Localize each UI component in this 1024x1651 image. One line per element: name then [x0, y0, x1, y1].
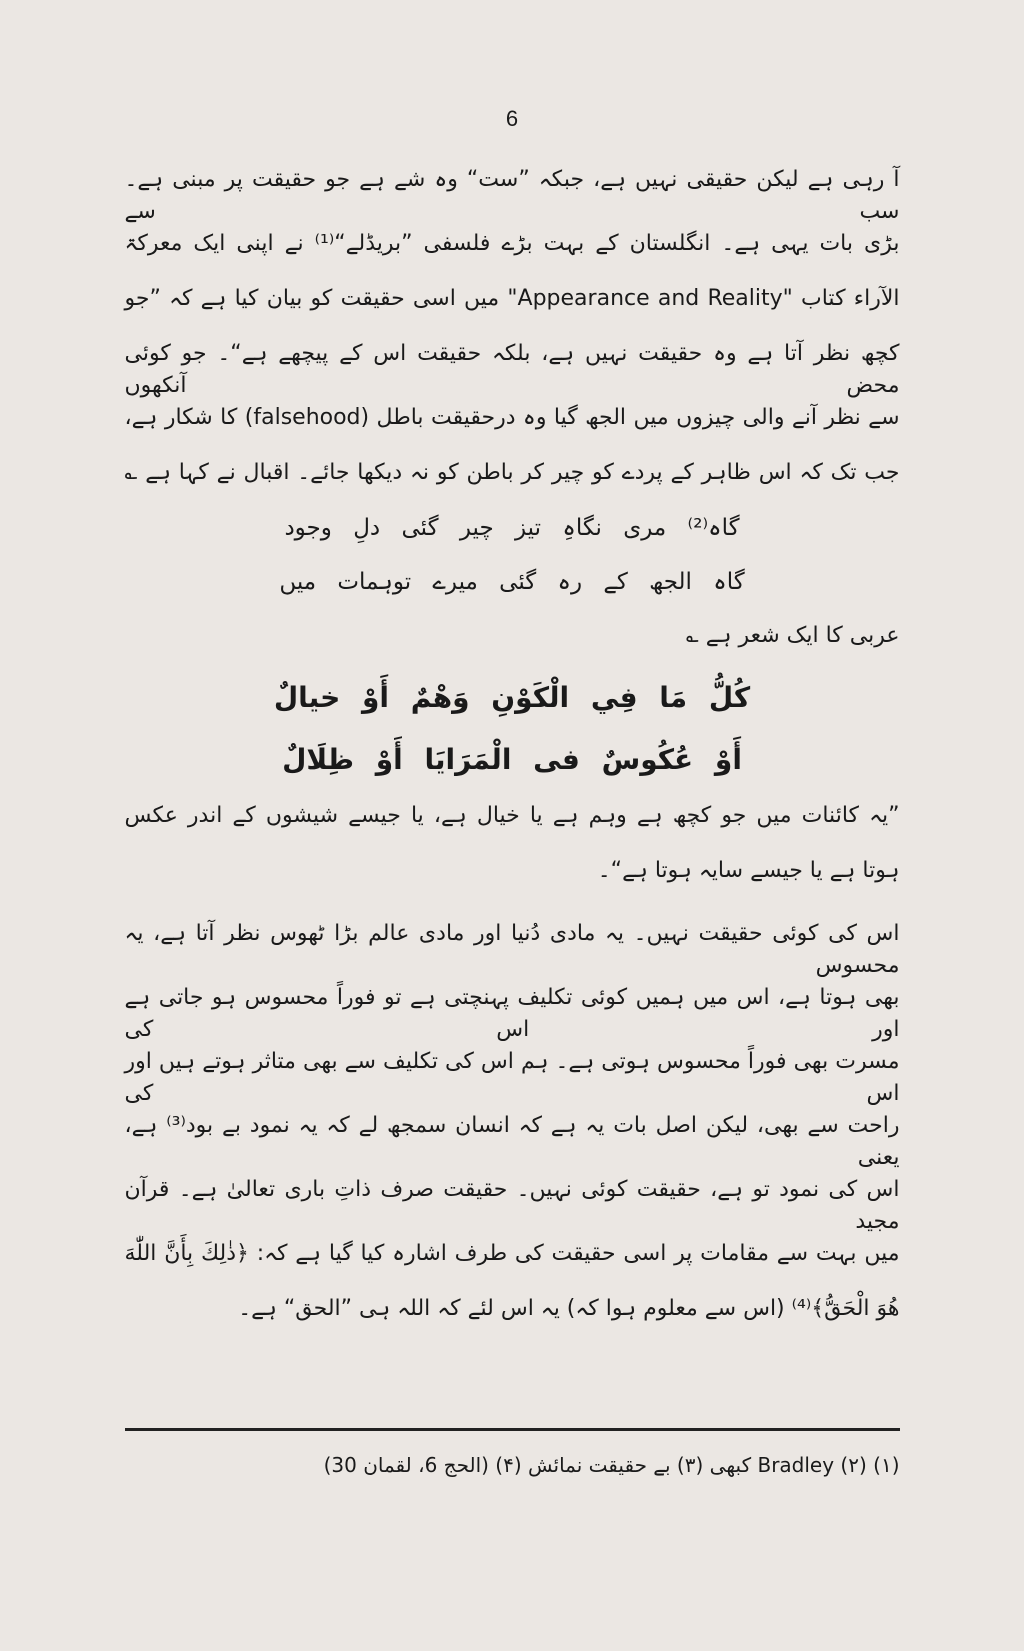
translation-line: ”یہ کائنات میں جو کچھ ہے وہم ہے یا خیال ہے، یا جیسے شیشوں کے اندر عکس: [124, 803, 900, 828]
text-line: کچھ نظر آتا ہے وہ حقیقت نہیں ہے، بلکہ حقیقت اس کے پیچھے ہے“۔ جو کوئی محض آنکھوں: [124, 341, 900, 398]
text-line: راحت سے بھی، لیکن اصل بات یہ ہے کہ انسان سمجھ لے کہ یہ نمود بے بود⁽³⁾ ہے، یعنی: [124, 1113, 900, 1170]
footnotes: (۱) Bradley (۲) کبھی (۳) بے حقیقت نمائش (۴) (الحج 6، لقمان 30): [323, 1453, 900, 1477]
text-line: جب تک کہ اس ظاہر کے پردے کو چیر کر باطن کو نہ دیکھا جائے۔ اقبال نے کہا ہے ؎: [124, 460, 900, 485]
text-line: الآراء کتاب "Appearance and Reality" میں اسی حقیقت کو بیان کیا ہے کہ ”جو: [124, 286, 900, 311]
arabic-verse-line: كُلُّ مَا فِي الْكَوْنِ وَهْمٌ أَوْ خيالٌ: [273, 681, 751, 714]
iqbal-verse-line: گاہ الجھ کے رہ گئی میرے توہمات میں: [279, 569, 745, 595]
text-line: میں بہت سے مقامات پر اسی حقیقت کی طرف اشارہ کیا گیا ہے کہ: ﴿ذٰلِكَ بِأَنَّ اللّٰهَ: [124, 1241, 900, 1266]
text-line: بڑی بات یہی ہے۔ انگلستان کے بہت بڑے فلسفی ”بریڈلے“⁽¹⁾ نے اپنی ایک معرکۃ: [124, 231, 900, 256]
translation-line: ہوتا ہے یا جیسے سایہ ہوتا ہے“۔: [597, 858, 900, 883]
page-number: 6: [505, 106, 519, 131]
footnote-divider: [125, 1428, 900, 1431]
text-line: آ رہی ہے لیکن حقیقی نہیں ہے، جبکہ ”ست“ وہ شے ہے جو حقیقت پر مبنی ہے۔ سب سے: [124, 167, 900, 224]
text-line: اس کی نمود تو ہے، حقیقت کوئی نہیں۔ حقیقت صرف ذاتِ باری تعالیٰ ہے۔ قرآن مجید: [124, 1177, 900, 1234]
text-line: بھی ہوتا ہے، اس میں ہمیں کوئی تکلیف پہنچتی ہے تو فوراً محسوس ہو جاتی ہے اور اس کی: [124, 985, 900, 1042]
arabic-intro: عربی کا ایک شعر ہے ؎: [685, 623, 900, 648]
text-line: هُوَ الْحَقُّ﴾⁽⁴⁾ (اس سے معلوم ہوا کہ) یہ اس لئے کہ اللہ ہی ”الحق“ ہے۔: [238, 1296, 900, 1321]
book-page: [125, 0, 900, 1521]
text-line: اس کی کوئی حقیقت نہیں۔ یہ مادی دُنیا اور مادی عالم بڑا ٹھوس نظر آتا ہے، یہ محسوس: [124, 921, 900, 978]
text-line: سے نظر آنے والی چیزوں میں الجھ گیا وہ درحقیقت باطل (falsehood) کا شکار ہے،: [124, 405, 900, 430]
arabic-verse-line: أَوْ عُكُوسٌ فى الْمَرَايَا أَوْ ظِلَالٌ: [282, 743, 742, 776]
text-line: مسرت بھی فوراً محسوس ہوتی ہے۔ ہم اس کی تکلیف سے بھی متاثر ہوتے ہیں اور اس کی: [124, 1049, 900, 1106]
iqbal-verse-line: گاہ⁽²⁾ مری نگاہِ تیز چیر گئی دلِ وجود: [284, 515, 740, 541]
